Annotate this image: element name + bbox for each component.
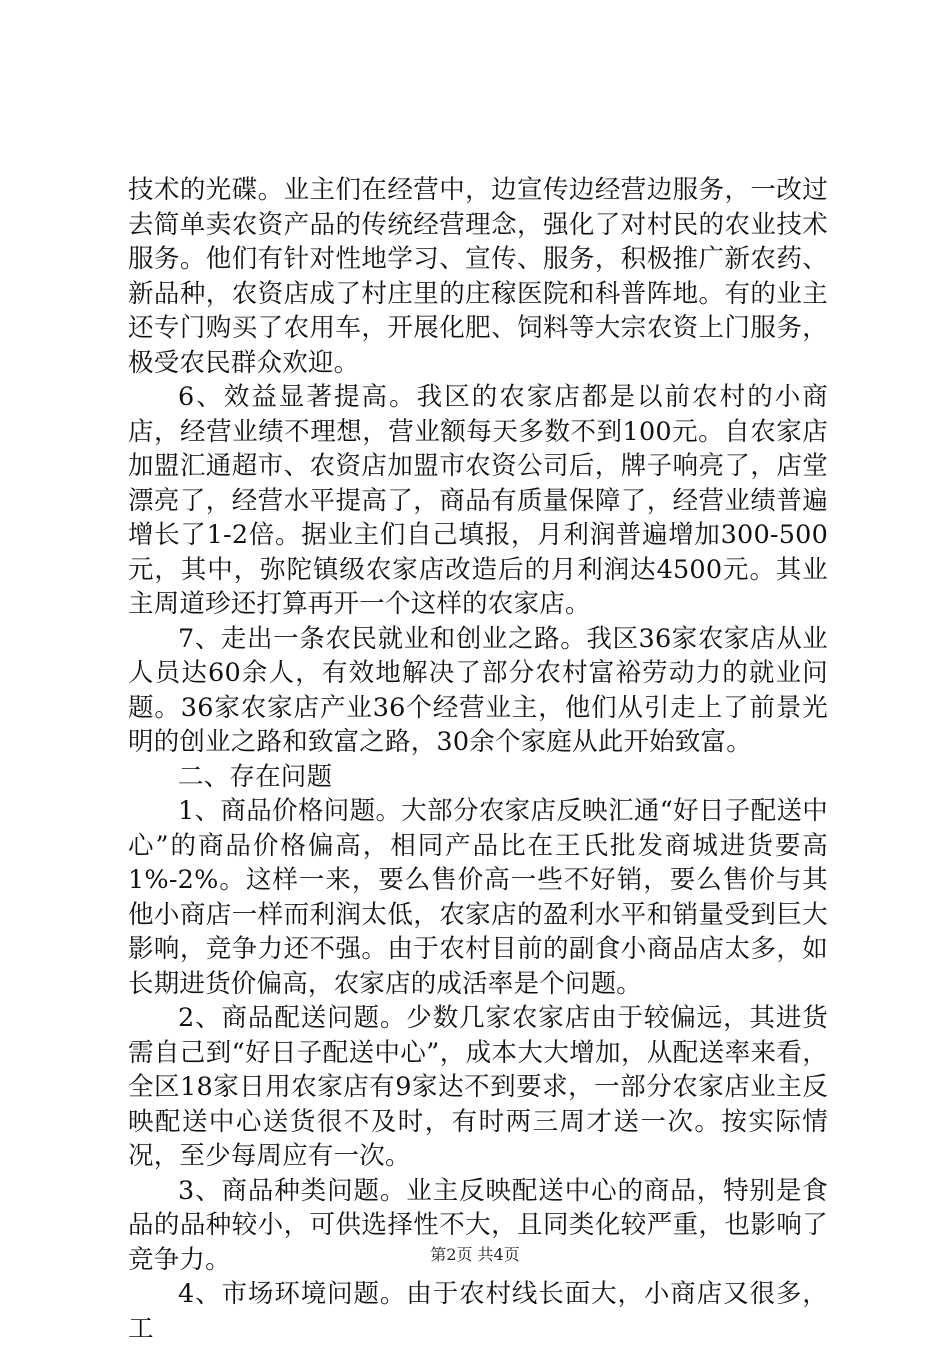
paragraph-7: 3、商品种类问题。业主反映配送中心的商品，特别是食品的品种较小，可供选择性不大，且同类化较严重，也影响了竞争力。: [128, 1175, 828, 1275]
paragraph-6: 2、商品配送问题。少数几家农家店由于较偏远，其进货需自己到“好日子配送中心”，成本大大增加，从配送率来看，全区18家日用农家店有9家达不到要求，一部分农家店业主反映配送中心送货很不及时，有时两三周才送一次。按实际情况，至少每周应有一次。: [128, 1003, 828, 1171]
page-footer: 第2页 共4页: [430, 1245, 520, 1264]
document-body: [128, 173, 828, 1346]
paragraph-1: 技术的光碟。业主们在经营中，边宣传边经营边服务，一改过去简单卖农资产品的传统经营理念，强化了对村民的农业技术服务。他们有针对性地学习、宣传、服务，积极推广新农药、新品种，农资店成了村庄里的庄稼医院和科普阵地。有的业主还专门购买了农用车，开展化肥、饲料等大宗农资上门服务，极受农民群众欢迎。: [128, 175, 828, 378]
paragraph-5: 1、商品价格问题。大部分农家店反映汇通“好日子配送中心”的商品价格偏高，相同产品比在王氏批发商城进货要高1%-2%。这样一来，要么售价高一些不好销，要么售价与其他小商店一样而利润太低，农家店的盈利水平和销量受到巨大影响，竞争力还不强。由于农村目前的副食小商品店太多，如长期进货价偏高，农家店的成活率是个问题。: [128, 796, 828, 999]
section-heading: 二、存在问题: [178, 761, 333, 792]
paragraph-3: 7、走出一条农民就业和创业之路。我区36家农家店从业人员达60余人，有效地解决了部分农村富裕劳动力的就业问题。36家农家店产业36个经营业主，他们从引走上了前景光明的创业之路和致富之路，30余个家庭从此开始致富。: [128, 623, 828, 757]
paragraph-8: 4、市场环境问题。由于农村线长面大，小商店又很多，工: [128, 1279, 828, 1344]
paragraph-2: 6、效益显著提高。我区的农家店都是以前农村的小商店，经营业绩不理想，营业额每天多数不到100元。自农家店加盟汇通超市、农资店加盟市农资公司后，牌子响亮了，店堂漂亮了，经营水平提高了，商品有质量保障了，经营业绩普遍增长了1-2倍。据业主们自己填报，月利润普遍增加300-500元，其中，弥陀镇级农家店改造后的月利润达4500元。其业主周道珍还打算再开一个这样的农家店。: [128, 382, 828, 619]
